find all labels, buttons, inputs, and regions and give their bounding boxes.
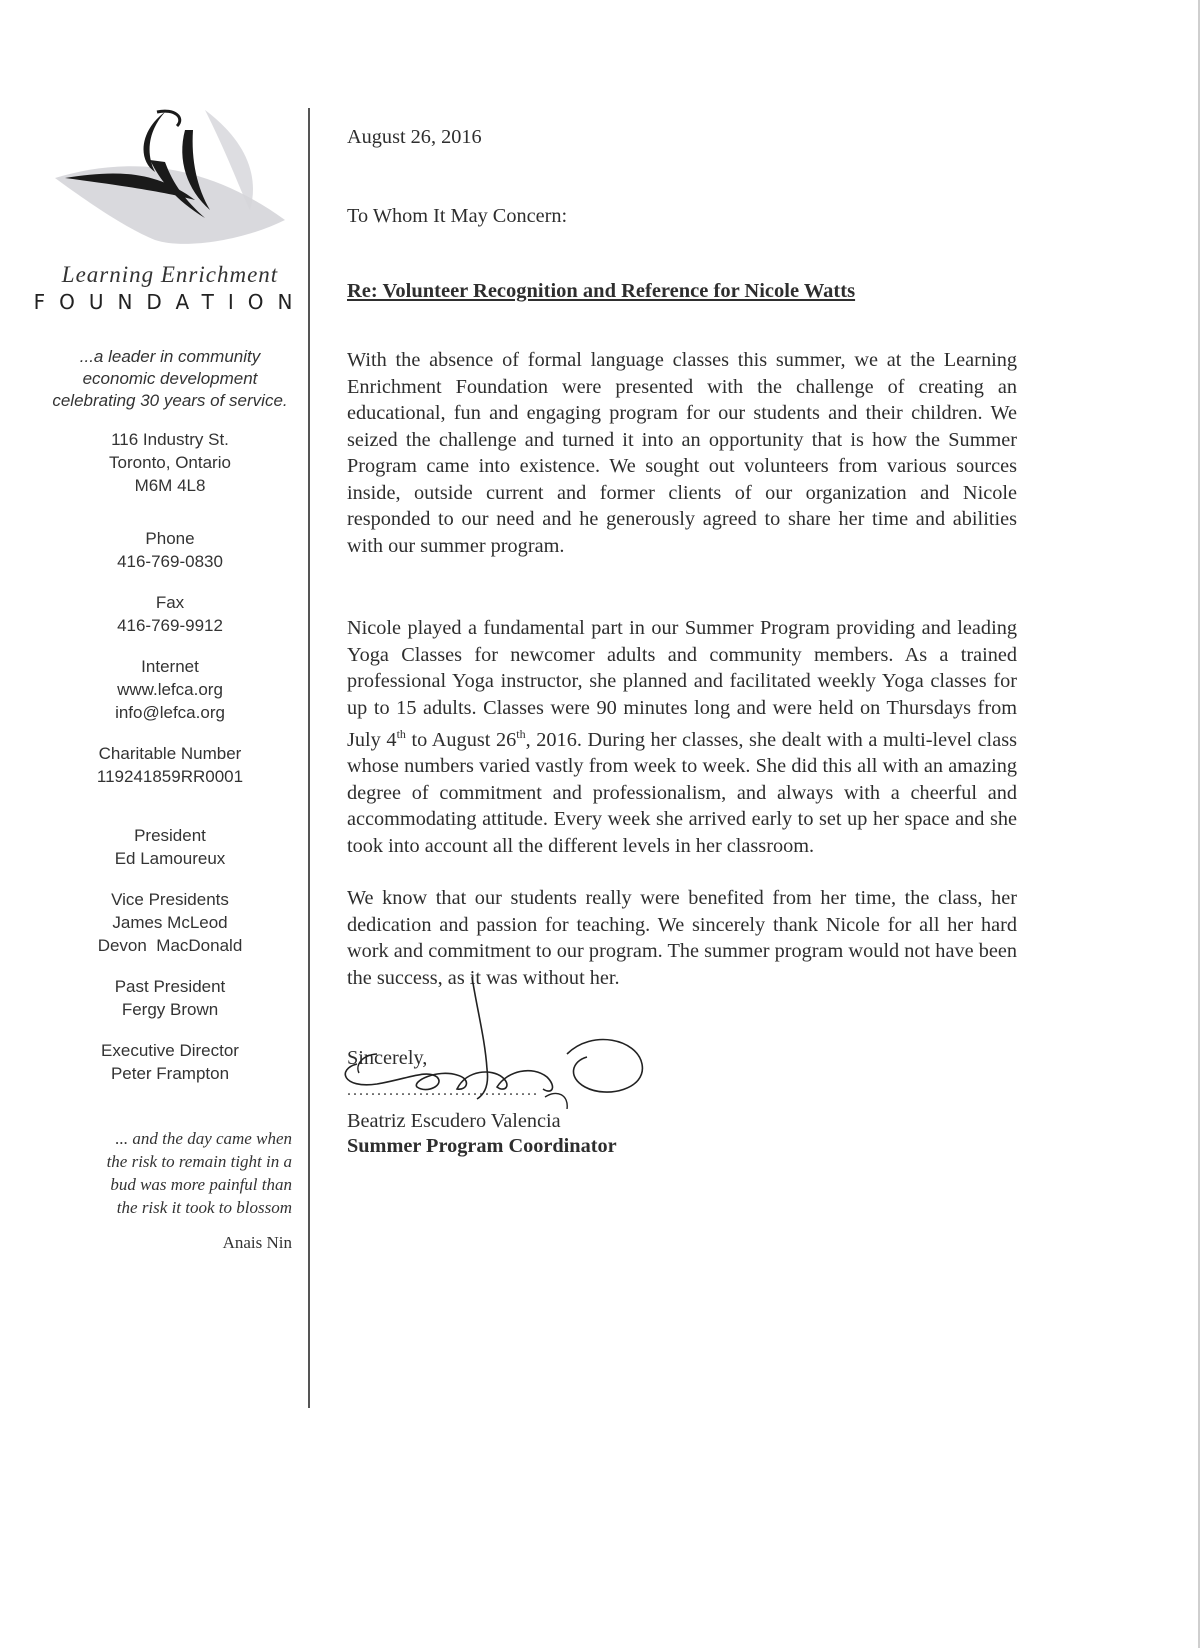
- letterhead-sidebar: [30, 100, 310, 1253]
- paragraph-thanks: We know that our students really were benefited from her time, the class, her dedication and passion for teaching. We sincerely thank Nicole for all her hard work and commitment to our program. The summer program would not have been the success, as it was without her.: [347, 887, 1017, 989]
- paragraph-intro: With the absence of formal language classes this summer, we at the Learning Enrichment Foundation were presented with the challenge of creating an educational, fun and engaging program for our students and their children. We seized the challenge and turned it into an opportunity that is how the Summer Program came into existence. We sought out volunteers from various sources inside, outside current and former clients of our organization and Nicole responded to our need and he generously agreed to share her time and abilities with our summer program.: [347, 349, 1017, 557]
- closing-text: Sincerely,: [347, 1047, 428, 1070]
- address-line: 116 Industry St.: [111, 430, 229, 449]
- letter-body: [347, 126, 1017, 1158]
- signer-title: Summer Program Coordinator: [347, 1135, 617, 1158]
- letter-date: August 26, 2016: [347, 126, 482, 148]
- org-address: [30, 428, 310, 497]
- executive-director-block: [30, 1039, 310, 1085]
- email-link: info@lefca.org: [115, 703, 225, 722]
- charitable-label: Charitable Number: [98, 744, 242, 763]
- president-block: [30, 824, 310, 870]
- vice-presidents-block: [30, 888, 310, 957]
- org-tagline: ...a leader in community economic development celebrating 30 years of service.: [52, 347, 288, 410]
- quote-line: bud was more painful than: [110, 1175, 292, 1194]
- past-president-label: Past President: [114, 977, 226, 996]
- fax-number: 416-769-9912: [117, 616, 223, 635]
- signature-line: ................................: [347, 1082, 539, 1100]
- closing-block: [347, 1047, 1017, 1158]
- past-president-name: Fergy Brown: [121, 1000, 219, 1019]
- phone-block: [30, 527, 310, 573]
- paragraph-text: to August 26: [405, 728, 517, 751]
- address-line: Toronto, Ontario: [109, 453, 231, 472]
- past-president-block: [30, 975, 310, 1021]
- paragraph-text: , 2016. During her classes, she dealt with a multi-level class whose numbers varied vastly from week to week. She did this all with an amazing degree of commitment and professionalism, and always with a cheerful and accommodating attitude. Every week she arrived early to set up her space and she took into account all the different levels in her classroom.: [347, 728, 1017, 857]
- internet-block: [30, 655, 310, 724]
- salutation: To Whom It May Concern:: [347, 205, 568, 227]
- inspirational-quote: [30, 1127, 310, 1219]
- flowing-bird-logo-icon: [45, 100, 295, 260]
- ordinal-suffix: th: [516, 727, 526, 741]
- quote-line: the risk it took to blossom: [116, 1198, 292, 1217]
- president-name: Ed Lamoureux: [114, 849, 226, 868]
- handwritten-signature-icon: [317, 969, 657, 1109]
- vice-presidents-label: Vice Presidents: [111, 890, 229, 909]
- ordinal-suffix: th: [396, 727, 406, 741]
- paragraph-details: [347, 615, 1017, 859]
- quote-line: ... and the day came when: [115, 1129, 292, 1148]
- website-link: www.lefca.org: [117, 680, 223, 699]
- president-label: President: [134, 826, 206, 845]
- charitable-number: 119241859RR0001: [96, 767, 244, 786]
- vice-president-name: James McLeod: [112, 913, 228, 932]
- quote-line: the risk to remain tight in a: [106, 1152, 292, 1171]
- executive-director-label: Executive Director: [101, 1041, 239, 1060]
- org-name-line2: FOUNDATION: [33, 290, 307, 314]
- subject-line: Re: Volunteer Recognition and Reference for Nicole Watts: [347, 280, 856, 302]
- executive-director-name: Peter Frampton: [110, 1064, 230, 1083]
- paragraph-text: Nicole played a fundamental part in our Summer Program providing and leading Yoga Classes for newcomer adults and community members. As a trained professional Yoga instructor, she planned and facilitated weekly Yoga classes for up to 15 adults. Classes were 90 minutes long and were held on Thursdays from July 4: [347, 617, 1017, 751]
- phone-number: 416-769-0830: [117, 552, 223, 571]
- vice-president-name: Devon MacDonald: [97, 936, 243, 955]
- signer-name: Beatriz Escudero Valencia: [347, 1110, 561, 1133]
- fax-block: [30, 591, 310, 637]
- phone-label: Phone: [145, 529, 195, 548]
- charitable-block: [30, 742, 310, 788]
- fax-label: Fax: [155, 593, 185, 612]
- address-line: M6M 4L8: [134, 476, 206, 495]
- org-name-line1: Learning Enrichment: [61, 262, 279, 287]
- vertical-divider: [308, 108, 310, 1408]
- internet-label: Internet: [141, 657, 199, 676]
- quote-author: Anais Nin: [222, 1233, 292, 1252]
